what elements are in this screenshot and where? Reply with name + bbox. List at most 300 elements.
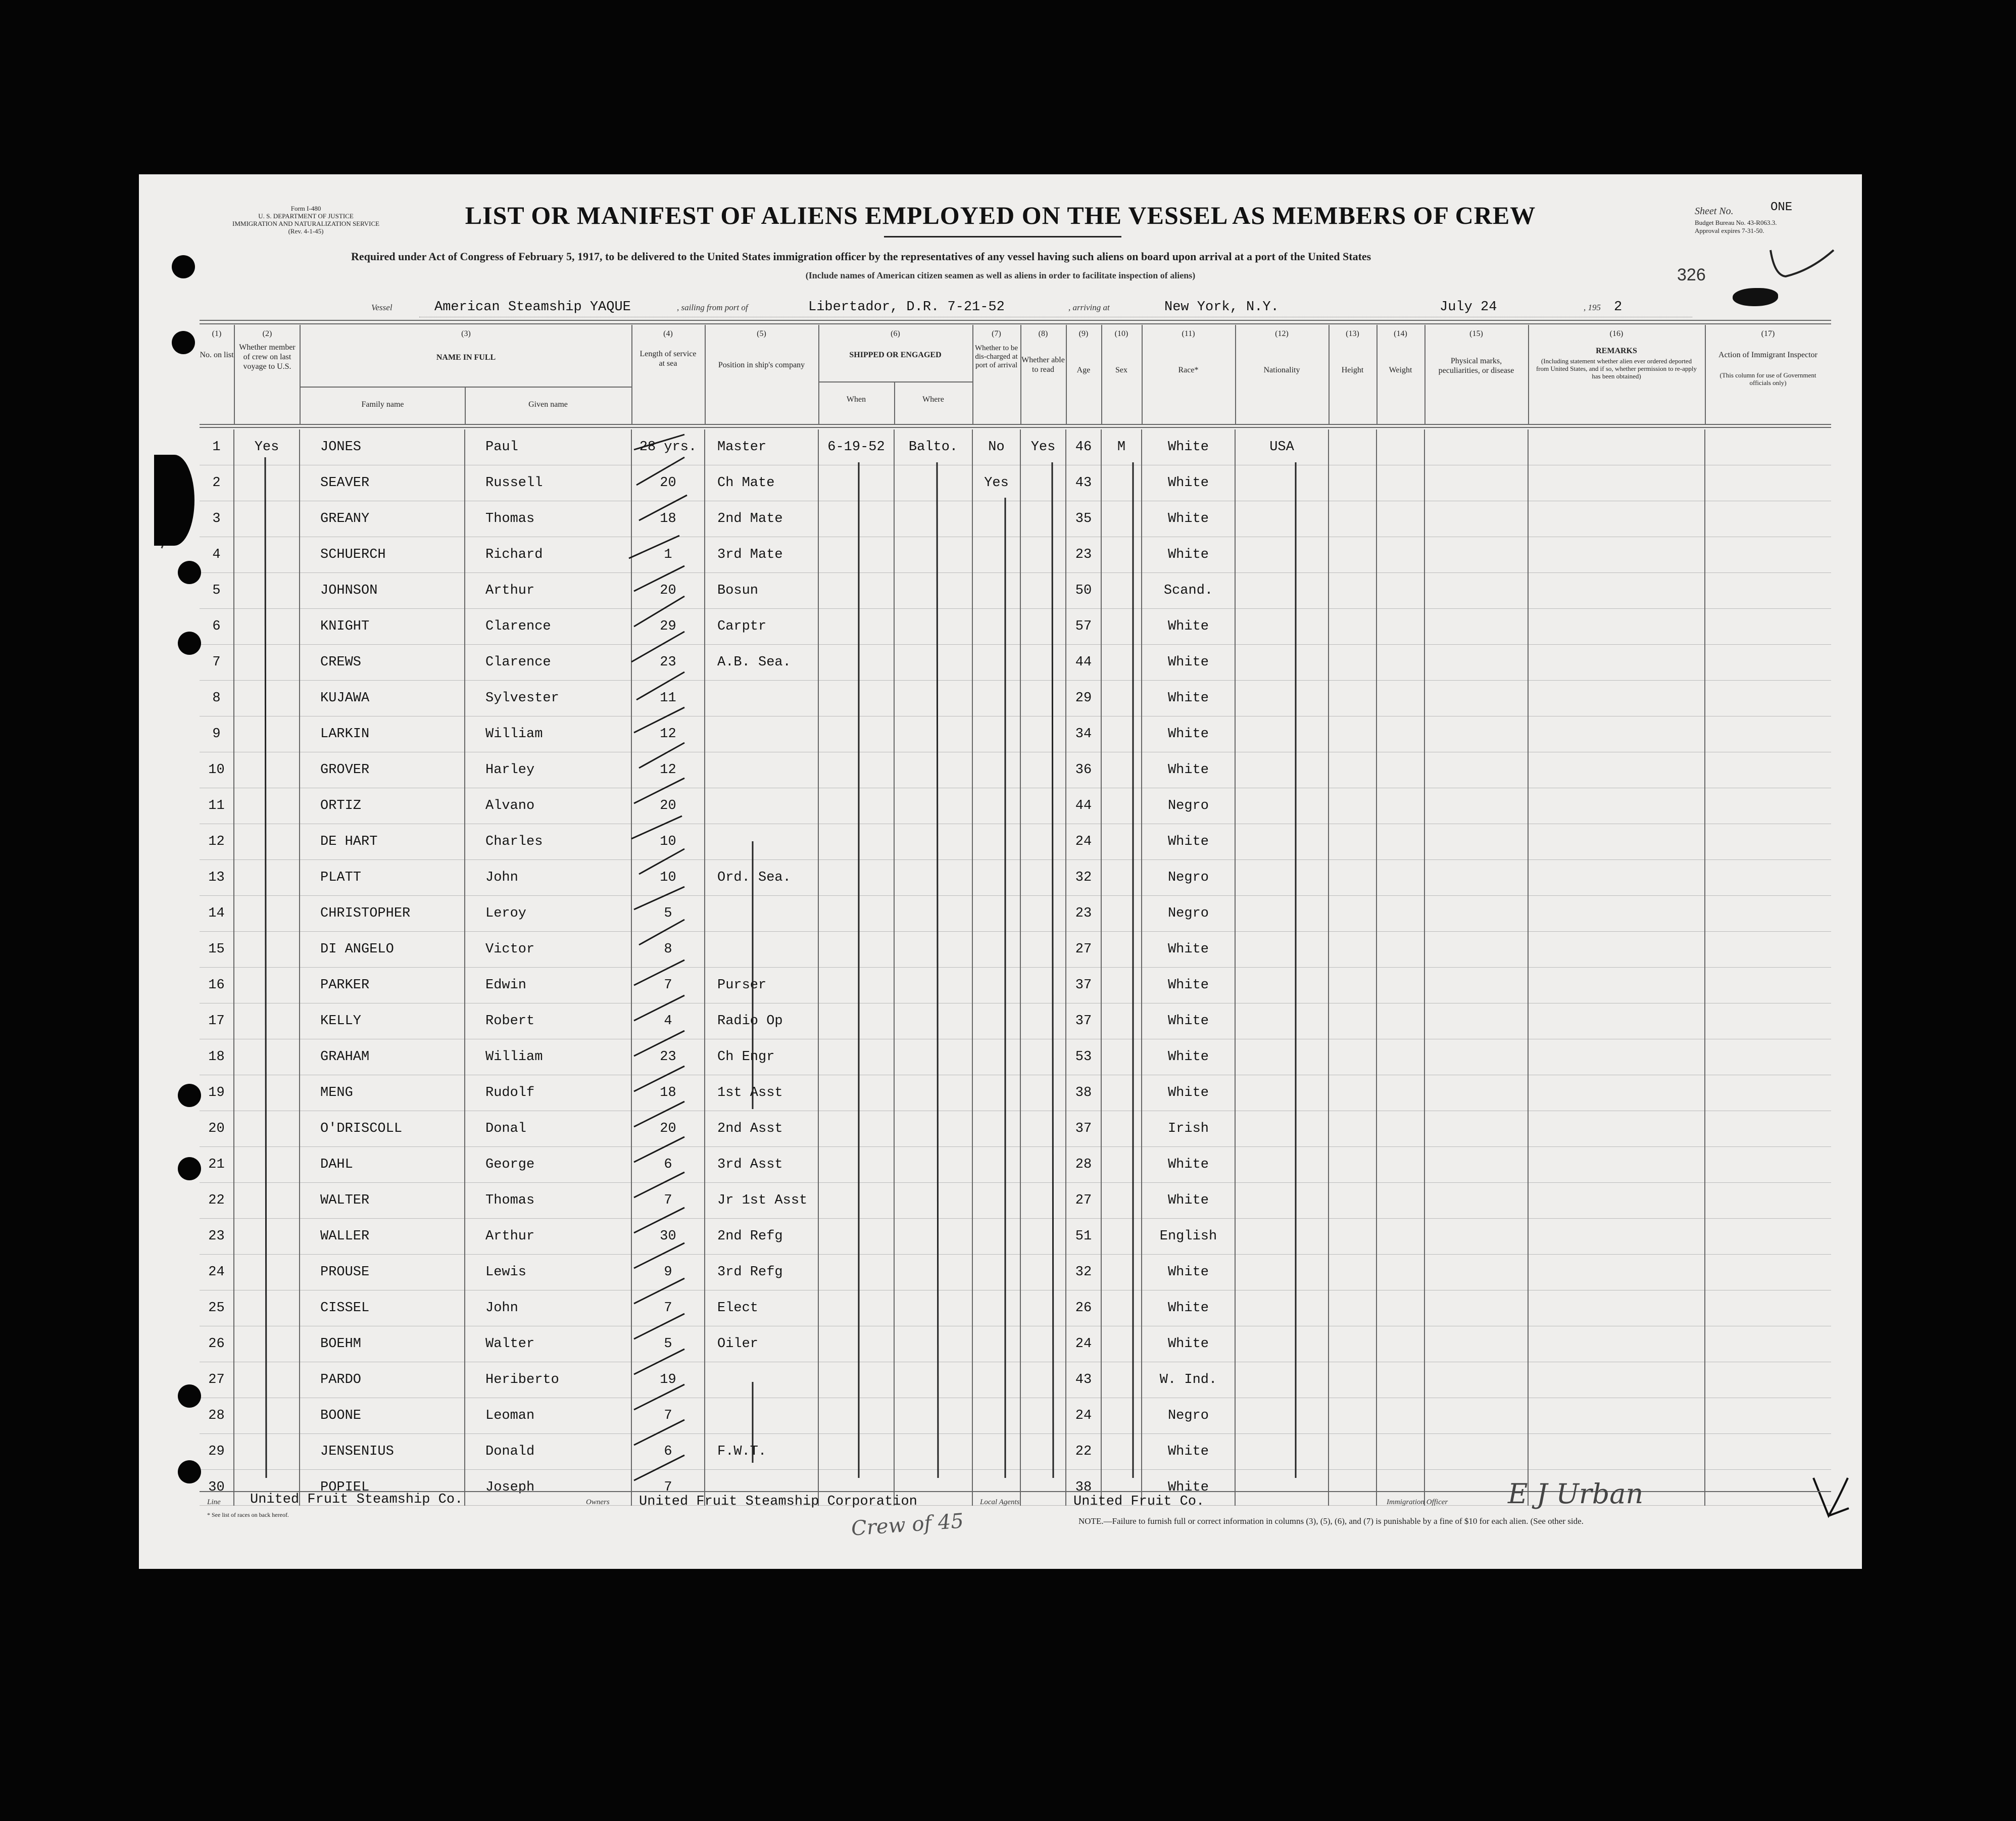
family-name-cell: MENG [300, 1075, 465, 1111]
service-length-cell: 29 [631, 609, 705, 645]
row-number: 8 [200, 681, 234, 716]
header-bottom-rule-2 [200, 427, 1831, 428]
race-cell: English [1142, 1219, 1235, 1255]
row-number: 29 [200, 1434, 234, 1470]
position-cell: A.B. Sea. [705, 645, 818, 681]
given-name-cell: Joseph [465, 1470, 631, 1506]
year-label: , 195 [1584, 303, 1601, 312]
service-length-cell: 7 [631, 1398, 705, 1434]
col-num-3: (3) [461, 329, 471, 338]
age-cell: 38 [1066, 1075, 1101, 1111]
row-number: 21 [200, 1147, 234, 1183]
given-name-cell: Rudolf [465, 1075, 631, 1111]
stamp-number: 326 [1677, 265, 1706, 284]
family-name-cell: O'DRISCOLL [300, 1111, 465, 1147]
col-num-4: (4) [663, 329, 673, 338]
col-num-8: (8) [1038, 329, 1048, 338]
family-name-cell: SCHUERCH [300, 537, 465, 573]
race-cell: White [1142, 1183, 1235, 1219]
service-length-cell: 5 [631, 896, 705, 932]
check-mark-icon [1765, 235, 1841, 285]
position-cell: Purser [705, 968, 818, 1003]
punch-hole [178, 632, 201, 655]
name-split [465, 387, 466, 424]
header-length-service: Length of service at sea [640, 350, 697, 368]
age-cell: 38 [1066, 1470, 1101, 1506]
last-voyage-cell: Yes [234, 429, 300, 465]
hdr-vline [1020, 325, 1021, 424]
sailing-label: , sailing from port of [677, 303, 748, 312]
header-given-name: Given name [528, 400, 568, 409]
service-length-cell: 10 [631, 860, 705, 896]
row-number: 11 [200, 788, 234, 824]
family-name-cell: PARKER [300, 968, 465, 1003]
hdr-vline [300, 325, 301, 424]
age-cell: 24 [1066, 1398, 1101, 1434]
age-cell: 53 [1066, 1039, 1101, 1075]
row-number: 30 [200, 1470, 234, 1506]
position-cell: Carptr [705, 609, 818, 645]
family-name-cell: CISSEL [300, 1290, 465, 1326]
page-title: LIST OR MANIFEST OF ALIENS EMPLOYED ON THE VESSEL AS MEMBERS OF CREW [465, 201, 1536, 229]
row-number: 13 [200, 860, 234, 896]
row-number: 6 [200, 609, 234, 645]
row-number: 27 [200, 1362, 234, 1398]
given-name-cell: Alvano [465, 788, 631, 824]
family-name-cell: DI ANGELO [300, 932, 465, 968]
given-name-cell: William [465, 1039, 631, 1075]
header-discharged: Whether to be dis-charged at port of arrival [975, 344, 1018, 369]
family-name-cell: BOONE [300, 1398, 465, 1434]
position-cell: 2nd Refg [705, 1219, 818, 1255]
race-cell: Negro [1142, 788, 1235, 824]
row-number: 7 [200, 645, 234, 681]
service-length-cell: 6 [631, 1147, 705, 1183]
race-cell: White [1142, 1434, 1235, 1470]
header-top-rule [200, 320, 1831, 321]
age-cell: 24 [1066, 824, 1101, 860]
family-name-cell: LARKIN [300, 716, 465, 752]
service-length-cell: 7 [631, 968, 705, 1003]
row-number: 26 [200, 1326, 234, 1362]
given-name-cell: Harley [465, 752, 631, 788]
hdr-vline [1528, 325, 1529, 424]
race-cell: White [1142, 968, 1235, 1003]
given-name-cell: Heriberto [465, 1362, 631, 1398]
ditto-lines [139, 442, 1862, 1483]
position-cell: Radio Op [705, 1003, 818, 1039]
row-number: 17 [200, 1003, 234, 1039]
row-number: 15 [200, 932, 234, 968]
row-number: 4 [200, 537, 234, 573]
service-length-cell: 11 [631, 681, 705, 716]
family-name-cell: GROVER [300, 752, 465, 788]
row-number: 20 [200, 1111, 234, 1147]
age-cell: 32 [1066, 860, 1101, 896]
col-num-12: (12) [1275, 329, 1289, 338]
family-name-cell: CHRISTOPHER [300, 896, 465, 932]
position-cell: 2nd Asst [705, 1111, 818, 1147]
nationality-cell: USA [1235, 429, 1329, 465]
col-num-16: (16) [1609, 329, 1624, 338]
service-length-cell: 23 [631, 645, 705, 681]
name-subrule [301, 387, 631, 388]
punch-hole [178, 1084, 201, 1107]
family-name-cell: PROUSE [300, 1255, 465, 1290]
row-number: 5 [200, 573, 234, 609]
age-cell: 27 [1066, 932, 1101, 968]
race-cell: White [1142, 932, 1235, 968]
family-name-cell: BOEHM [300, 1326, 465, 1362]
row-number: 16 [200, 968, 234, 1003]
punch-hole [178, 1157, 201, 1180]
given-name-cell: George [465, 1147, 631, 1183]
family-name-cell: JOHNSON [300, 573, 465, 609]
race-cell: White [1142, 537, 1235, 573]
family-name-cell: WALLER [300, 1219, 465, 1255]
col-num-13: (13) [1346, 329, 1359, 338]
sheet-label: Sheet No. [1695, 206, 1734, 217]
header-remarks-sub: (Including statement whether alien ever ordered deported from United States, and if so, whether permission to re-apply has been obtained) [1536, 357, 1697, 380]
given-name-cell: Donal [465, 1111, 631, 1147]
header-action-sub: (This column for use of Government officials only) [1719, 371, 1816, 387]
owners-label: Owners [586, 1498, 610, 1506]
sex-cell: M [1101, 429, 1142, 465]
given-name-cell: John [465, 860, 631, 896]
col-num-5: (5) [757, 329, 766, 338]
col-num-15: (15) [1469, 329, 1483, 338]
race-cell: White [1142, 501, 1235, 537]
hdr-vline [972, 325, 973, 424]
given-name-cell: Richard [465, 537, 631, 573]
header-shipped: SHIPPED OR ENGAGED [849, 351, 942, 359]
service-length-cell: 18 [631, 1075, 705, 1111]
service-length-cell: 28 yrs. [631, 429, 705, 465]
family-name-cell: KNIGHT [300, 609, 465, 645]
hdr-vline [1235, 325, 1236, 424]
position-cell: 1st Asst [705, 1075, 818, 1111]
given-name-cell: William [465, 716, 631, 752]
service-length-cell: 10 [631, 824, 705, 860]
family-name-cell: KELLY [300, 1003, 465, 1039]
arriving-label: , arriving at [1068, 303, 1110, 312]
age-cell: 23 [1066, 896, 1101, 932]
position-cell: Bosun [705, 573, 818, 609]
hdr-vline [1424, 325, 1425, 424]
race-cell: White [1142, 752, 1235, 788]
age-cell: 46 [1066, 429, 1101, 465]
service-length-cell: 5 [631, 1326, 705, 1362]
row-number: 28 [200, 1398, 234, 1434]
race-cell: White [1142, 1290, 1235, 1326]
position-cell: Oiler [705, 1326, 818, 1362]
race-cell: W. Ind. [1142, 1362, 1235, 1398]
hdr-vline [631, 325, 632, 424]
hdr-vline [1329, 325, 1330, 424]
col-num-10: (10) [1114, 329, 1128, 338]
position-cell: Ch Mate [705, 465, 818, 501]
col-num-17: (17) [1761, 329, 1775, 338]
header-remarks: REMARKS [1596, 347, 1637, 355]
sheet-number: ONE [1771, 201, 1793, 214]
given-name-cell: Leroy [465, 896, 631, 932]
race-cell: White [1142, 1075, 1235, 1111]
family-name-cell: JONES [300, 429, 465, 465]
races-note: * See list of races on back hereof. [207, 1511, 289, 1518]
age-cell: 27 [1066, 1183, 1101, 1219]
service-length-cell: 20 [631, 573, 705, 609]
col-num-6: (6) [891, 329, 900, 338]
age-cell: 51 [1066, 1219, 1101, 1255]
age-cell: 22 [1066, 1434, 1101, 1470]
header-action: Action of Immigrant Inspector [1718, 351, 1817, 359]
shipped-split [894, 381, 895, 424]
age-cell: 35 [1066, 501, 1101, 537]
arrival-port: New York, N.Y. [1164, 300, 1279, 315]
family-name-cell: WALTER [300, 1183, 465, 1219]
header-no-on-list: No. on list [200, 351, 234, 359]
title-rule [884, 236, 1121, 237]
given-name-cell: Thomas [465, 501, 631, 537]
header-height: Height [1341, 366, 1364, 374]
family-name-cell: DE HART [300, 824, 465, 860]
header-position: Position in ship's company [718, 361, 805, 369]
position-cell: 2nd Mate [705, 501, 818, 537]
position-cell: 3rd Asst [705, 1147, 818, 1183]
hdr-vline [234, 325, 235, 424]
given-name-cell: Paul [465, 429, 631, 465]
service-length-cell: 7 [631, 1290, 705, 1326]
punch-hole [172, 331, 195, 354]
service-name: IMMIGRATION AND NATURALIZATION SERVICE [232, 220, 380, 227]
header-age: Age [1076, 366, 1091, 374]
age-cell: 50 [1066, 573, 1101, 609]
race-cell: White [1142, 609, 1235, 645]
position-cell: Jr 1st Asst [705, 1183, 818, 1219]
discharged-cell: No [972, 429, 1020, 465]
penalty-note: NOTE.—Failure to furnish full or correct information in columns (3), (5), (6), and (7) is punishable by a fine of $10 for each alien. (See other side. [1078, 1516, 1584, 1526]
family-name-cell: JENSENIUS [300, 1434, 465, 1470]
given-name-cell: Arthur [465, 1219, 631, 1255]
family-name-cell: GREANY [300, 501, 465, 537]
service-length-cell: 7 [631, 1470, 705, 1506]
race-cell: White [1142, 824, 1235, 860]
service-length-cell: 6 [631, 1434, 705, 1470]
hdr-vline [818, 325, 819, 424]
officer-label: Immigration Officer [1387, 1498, 1448, 1506]
position-cell: Ch Engr [705, 1039, 818, 1075]
age-cell: 57 [1066, 609, 1101, 645]
race-cell: White [1142, 1470, 1235, 1506]
age-cell: 43 [1066, 1362, 1101, 1398]
subtitle: Required under Act of Congress of February 5, 1917, to be delivered to the United States immigration officer by the representatives of any vessel having such aliens on board upon arrival at a port of the United States [351, 250, 1371, 263]
race-cell: White [1142, 1255, 1235, 1290]
row-number: 19 [200, 1075, 234, 1111]
shipped-when-cell: 6-19-52 [818, 429, 894, 465]
header-sex: Sex [1115, 366, 1127, 374]
family-name-cell: DAHL [300, 1147, 465, 1183]
line-company: United Fruit Steamship Co. [250, 1492, 463, 1507]
given-name-cell: John [465, 1290, 631, 1326]
age-cell: 36 [1066, 752, 1101, 788]
page-tear [154, 455, 194, 546]
race-cell: Scand. [1142, 573, 1235, 609]
hdr-vline [1066, 325, 1067, 424]
form-number: Form I-480 [290, 205, 321, 212]
age-cell: 37 [1066, 968, 1101, 1003]
service-length-cell: 30 [631, 1219, 705, 1255]
header-weight: Weight [1389, 366, 1412, 374]
service-length-cell: 12 [631, 716, 705, 752]
age-cell: 37 [1066, 1003, 1101, 1039]
shipped-subrule [818, 381, 972, 382]
given-name-cell: Arthur [465, 573, 631, 609]
position-cell: Ord. Sea. [705, 860, 818, 896]
given-name-cell: Clarence [465, 609, 631, 645]
form-revision: (Rev. 4-1-45) [288, 227, 324, 235]
header-physical: Physical marks, peculiarities, or disease [1438, 357, 1514, 375]
department-name: U. S. DEPARTMENT OF JUSTICE [258, 212, 354, 220]
col-num-14: (14) [1394, 329, 1407, 338]
service-length-cell: 20 [631, 465, 705, 501]
age-cell: 24 [1066, 1326, 1101, 1362]
col-num-11: (11) [1182, 329, 1195, 338]
row-number: 9 [200, 716, 234, 752]
header-last-voyage: Whether member of crew on last voyage to U.S. [239, 343, 296, 371]
service-length-cell: 4 [631, 1003, 705, 1039]
row-number: 1 [200, 429, 234, 465]
family-name-cell: KUJAWA [300, 681, 465, 716]
race-cell: White [1142, 1039, 1235, 1075]
family-name-cell: SEAVER [300, 465, 465, 501]
service-length-cell: 1 [631, 537, 705, 573]
arrival-date: July 24 [1440, 300, 1497, 315]
header-top-rule-2 [200, 323, 1831, 324]
voyage-line [139, 300, 1862, 320]
service-length-cell: 23 [631, 1039, 705, 1075]
age-cell: 44 [1066, 645, 1101, 681]
row-number: 2 [200, 465, 234, 501]
shipped-where-cell: Balto. [894, 429, 972, 465]
family-name-cell: PLATT [300, 860, 465, 896]
race-cell: Irish [1142, 1111, 1235, 1147]
officer-signature: E J Urban [1508, 1478, 1644, 1510]
position-cell: F.W.T. [705, 1434, 818, 1470]
hdr-vline [1376, 325, 1378, 424]
family-name-cell: CREWS [300, 645, 465, 681]
col-num-1: (1) [212, 329, 222, 338]
race-cell: Negro [1142, 860, 1235, 896]
given-name-cell: Walter [465, 1326, 631, 1362]
family-name-cell: POPIEL [300, 1470, 465, 1506]
header-when: When [846, 395, 866, 404]
row-number: 23 [200, 1219, 234, 1255]
age-cell: 44 [1066, 788, 1101, 824]
race-cell: White [1142, 1326, 1235, 1362]
service-length-cell: 20 [631, 1111, 705, 1147]
family-name-cell: PARDO [300, 1362, 465, 1398]
row-number: 25 [200, 1290, 234, 1326]
header-bottom-rule [200, 424, 1831, 425]
given-name-cell: Lewis [465, 1255, 631, 1290]
row-number: 22 [200, 1183, 234, 1219]
age-cell: 34 [1066, 716, 1101, 752]
service-length-cell: 12 [631, 752, 705, 788]
given-name-cell: Edwin [465, 968, 631, 1003]
able-read-cell: Yes [1020, 429, 1066, 465]
race-cell: Negro [1142, 1398, 1235, 1434]
vessel-name: American Steamship YAQUE [434, 300, 631, 315]
col-num-7: (7) [992, 329, 1001, 338]
agents-label: Local Agents [980, 1498, 1020, 1506]
race-cell: White [1142, 1147, 1235, 1183]
service-length-cell: 7 [631, 1183, 705, 1219]
sailing-port: Libertador, D.R. 7-21-52 [808, 300, 1005, 315]
given-name-cell: Sylvester [465, 681, 631, 716]
given-name-cell: Donald [465, 1434, 631, 1470]
row-number: 3 [200, 501, 234, 537]
service-length-cell: 9 [631, 1255, 705, 1290]
age-cell: 37 [1066, 1111, 1101, 1147]
owners-company: United Fruit Steamship Corporation [639, 1494, 917, 1509]
approval-expiry: Approval expires 7-31-50. [1695, 227, 1764, 234]
given-name-cell: Charles [465, 824, 631, 860]
race-cell: Negro [1142, 896, 1235, 932]
service-length-cell: 20 [631, 788, 705, 824]
race-cell: White [1142, 716, 1235, 752]
hdr-vline [1705, 325, 1706, 424]
service-length-cell: 19 [631, 1362, 705, 1398]
subnote: (Include names of American citizen seamen as well as aliens in order to facilitate inspection of aliens) [805, 270, 1196, 280]
position-cell: Elect [705, 1290, 818, 1326]
given-name-cell: Thomas [465, 1183, 631, 1219]
position-cell: 3rd Refg [705, 1255, 818, 1290]
hdr-vline [1101, 325, 1102, 424]
line-label: Line [207, 1498, 221, 1506]
header-nationality: Nationality [1263, 366, 1300, 374]
col-num-2: (2) [262, 329, 272, 338]
position-cell: 3rd Mate [705, 537, 818, 573]
budget-bureau: Budget Bureau No. 43-R063.3. [1695, 219, 1777, 226]
row-number: 18 [200, 1039, 234, 1075]
race-cell: White [1142, 465, 1235, 501]
race-cell: White [1142, 429, 1235, 465]
race-cell: White [1142, 1003, 1235, 1039]
hdr-vline [705, 325, 706, 424]
header-able-read: Whether able to read [1021, 356, 1065, 374]
arrival-year: 2 [1614, 300, 1622, 315]
punch-hole [178, 1460, 201, 1483]
given-name-cell: Clarence [465, 645, 631, 681]
discharged-cell: Yes [972, 465, 1020, 501]
age-cell: 28 [1066, 1147, 1101, 1183]
position-cell: Master [705, 429, 818, 465]
age-cell: 23 [1066, 537, 1101, 573]
col-num-9: (9) [1078, 329, 1089, 338]
agents-company: United Fruit Co. [1073, 1494, 1205, 1509]
age-cell: 32 [1066, 1255, 1101, 1290]
given-name-cell: Russell [465, 465, 631, 501]
age-cell: 43 [1066, 465, 1101, 501]
row-number: 12 [200, 824, 234, 860]
row-number: 14 [200, 896, 234, 932]
service-length-cell: 8 [631, 932, 705, 968]
row-number: 24 [200, 1255, 234, 1290]
race-cell: White [1142, 681, 1235, 716]
header-where: Where [922, 395, 944, 404]
family-name-cell: GRAHAM [300, 1039, 465, 1075]
header-race: Race* [1178, 366, 1199, 374]
